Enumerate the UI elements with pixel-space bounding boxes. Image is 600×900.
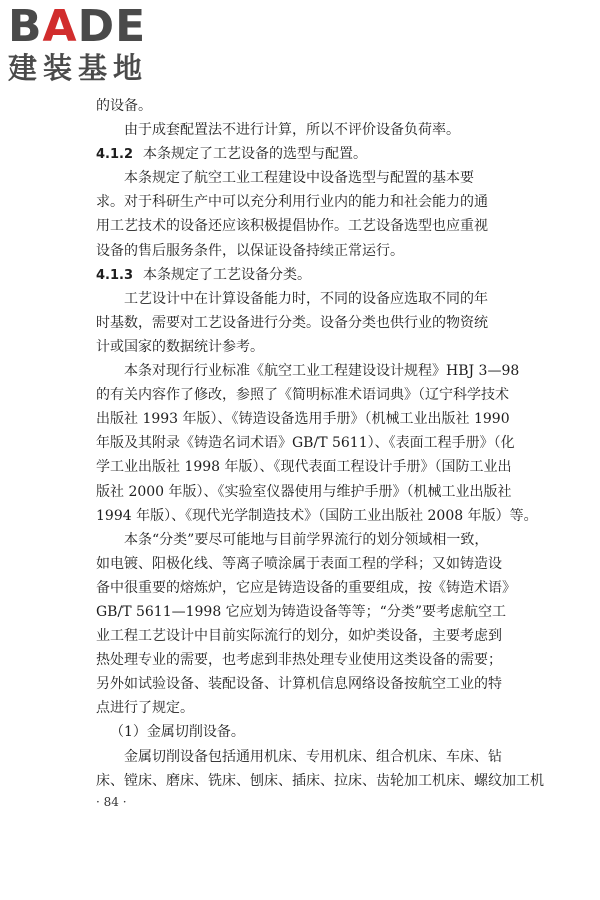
line-text: 时基数，需要对工艺设备进行分类。设备分类也供行业的物资统 [96,314,488,331]
text-line [96,769,544,793]
line-text: 备中很重要的熔炼炉，它应是铸造设备的重要组成，按《铸造术语》 [96,579,516,596]
text-line [96,528,526,552]
text-line [96,94,526,118]
logo-wordmark: BADE [8,1,147,52]
line-text: 版社 2000 年版）、《实验室仪器使用与维护手册》（机械工业出版社 [96,483,512,500]
text-line [96,745,526,769]
line-text: 由于成套配置法不进行计算，所以不评价设备负荷率。 [124,122,460,139]
logo [8,1,178,85]
text-line [96,455,526,479]
text-line [96,287,526,311]
text-line [96,118,526,142]
line-text: 本条对现行行业标准《航空工业工程建设设计规程》HBJ 3—98 [124,363,520,380]
line-text: 学工业出版社 1998 年版）、《现代表面工程设计手册》（国防工业出 [96,459,512,476]
text-line [96,407,526,431]
line-text: 用工艺技术的设备还应该积极提倡协作。工艺设备选型也应重视 [96,218,488,235]
line-text: 计或国家的数据统计参考。 [96,338,264,355]
section-number: 4.1.2 [96,147,134,163]
line-text: 的设备。 [96,98,152,114]
line-text: 本条“分类”要尽可能地与目前学界流行的划分领域相一致， [124,531,489,548]
line-text: 床、镗床、磨床、铣床、刨床、插床、拉床、齿轮加工机床、螺纹加工机 [96,772,544,789]
text-line [96,239,526,263]
line-text: 设备的售后服务条件，以保证设备持续正常运行。 [96,242,404,259]
line-text: 1994 年版）、《现代光学制造技术》（国防工业出版社 2008 年版）等。 [96,507,538,524]
text-line [96,359,526,383]
line-text: GB/T 5611—1998 它应划为铸造设备等等；“分类”要考虑航空工 [96,603,506,620]
text-line [96,624,526,648]
text-line [96,335,526,359]
section-heading-line [96,263,526,287]
section-number: 4.1.3 [96,267,134,283]
text-line [96,600,526,624]
text-line [96,504,538,528]
text-line [96,720,526,744]
line-text: 金属切削设备包括通用机床、专用机床、组合机床、车床、钻 [124,748,502,765]
text-line [96,166,526,190]
line-text: 出版社 1993 年版）、《铸造设备选用手册》（机械工业出版社 1990 [96,411,510,428]
text-line [96,190,526,214]
line-text: 本条规定了工艺设备的选型与配置。 [143,146,368,163]
line-text: 点进行了规定。 [96,700,194,717]
line-text: 如电镀、阳极化线、等离子喷涂属于表面工程的学科；又如铸造设 [96,555,502,572]
body-text [96,94,544,793]
line-text: 业工程工艺设计中目前实际流行的划分，如炉类设备，主要考虑到 [96,628,502,645]
line-text: 热处理专业的需要，也考虑到非热处理专业使用这类设备的需要； [96,652,502,669]
line-text: 本条规定了工艺设备分类。 [143,266,312,283]
line-text: 年版及其附录《铸造名词术语》GB/T 5611）、《表面工程手册》（化 [96,435,515,452]
line-text: （1）金属切削设备。 [110,724,245,741]
section-heading-line [96,142,526,166]
text-line [96,311,526,335]
line-text: 工艺设计中在计算设备能力时，不同的设备应选取不同的年 [124,290,488,307]
line-text: 另外如试验设备、装配设备、计算机信息网络设备按航空工业的特 [96,676,502,693]
text-line [96,431,526,455]
line-text: 的有关内容作了修改，参照了《简明标准术语词典》（辽宁科学技术 [96,387,509,404]
text-line [96,672,526,696]
text-line [96,214,526,238]
text-line [96,696,526,720]
text-line [96,576,526,600]
line-text: 求。对于科研生产中可以充分利用行业内的能力和社会能力的通 [96,194,488,211]
logo-subtitle: 建装基地 [8,51,149,85]
text-line [96,552,526,576]
text-line [96,383,526,407]
line-text: 本条规定了航空工业工程建设中设备选型与配置的基本要 [124,170,474,187]
page-number: · 84 · [96,795,127,809]
text-line [96,648,526,672]
text-line [96,480,526,504]
